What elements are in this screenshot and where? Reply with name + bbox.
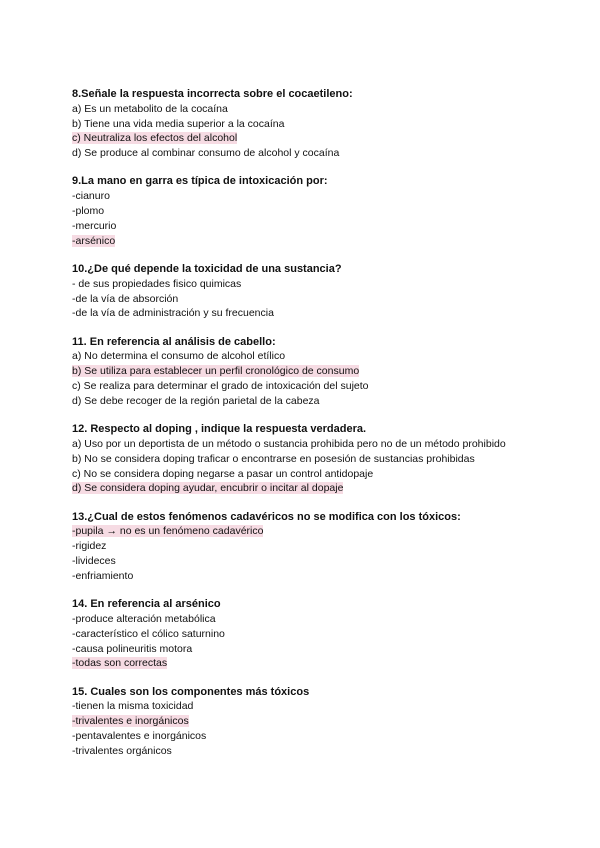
answer-option-text: -causa polineuritis motora	[72, 642, 193, 655]
answer-option-text: b) No se considera doping traficar o encontrarse en posesión de sustancias prohibidas	[72, 452, 475, 465]
answer-option	[72, 744, 562, 759]
question-title: 12. Respecto al doping , indique la respuesta verdadera.	[72, 423, 367, 436]
answer-option-highlighted	[72, 656, 562, 671]
question-block	[72, 87, 562, 161]
answer-option	[72, 219, 562, 234]
answer-option	[72, 117, 562, 132]
answer-option	[72, 627, 562, 642]
answer-option-text: d) Se debe recoger de la región parietal de la cabeza	[72, 394, 320, 407]
answer-option-text: -mercurio	[72, 219, 117, 232]
answer-option-text: b) Tiene una vida media superior a la cocaína	[72, 117, 285, 130]
question-title: 10.¿De qué depende la toxicidad de una sustancia?	[72, 262, 342, 275]
question-block	[72, 685, 562, 759]
answer-option	[72, 379, 562, 394]
answer-option-highlighted	[72, 131, 562, 146]
answer-option	[72, 467, 562, 482]
answer-option-text: d) Se considera doping ayudar, encubrir o incitar al dopaje	[72, 482, 344, 495]
question-title: 11. En referencia al análisis de cabello:	[72, 335, 276, 348]
answer-option-text: -plomo	[72, 205, 105, 218]
question-block	[72, 335, 562, 409]
answer-option	[72, 437, 562, 452]
answer-option-text: -pentavalentes e inorgánicos	[72, 729, 207, 742]
answer-option	[72, 292, 562, 307]
answer-option-text: a) Es un metabolito de la cocaína	[72, 102, 228, 115]
answer-option-text: -trivalentes e inorgánicos	[72, 715, 189, 728]
answer-option-text: -todas son correctas	[72, 657, 168, 670]
answer-option	[72, 349, 562, 364]
answer-option	[72, 277, 562, 292]
answer-option	[72, 306, 562, 321]
answer-option-highlighted	[72, 714, 562, 729]
answer-option	[72, 569, 562, 584]
answer-option-text: - de sus propiedades fisico quimicas	[72, 277, 242, 290]
answer-option-text: -de la vía de absorción	[72, 292, 179, 305]
document-page	[72, 87, 562, 772]
question-block	[72, 174, 562, 248]
answer-option-highlighted	[72, 481, 562, 496]
answer-option-text: a) Uso por un deportista de un método o sustancia prohibida pero no de un método prohibido	[72, 437, 506, 450]
question-block	[72, 510, 562, 584]
answer-option-highlighted	[72, 234, 562, 249]
answer-option	[72, 189, 562, 204]
question-block	[72, 597, 562, 671]
answer-option-text: a) No determina el consumo de alcohol etílico	[72, 350, 286, 363]
question-block	[72, 262, 562, 321]
answer-option-text: -trivalentes orgánicos	[72, 744, 172, 757]
answer-option-text: -livideces	[72, 555, 116, 568]
answer-option	[72, 554, 562, 569]
answer-option	[72, 452, 562, 467]
answer-option	[72, 539, 562, 554]
answer-option	[72, 699, 562, 714]
answer-option-text: -tienen la misma toxicidad	[72, 700, 194, 713]
question-block	[72, 422, 562, 496]
question-title: 9.La mano en garra es típica de intoxicación por:	[72, 175, 328, 188]
answer-option-text: -característico el cólico saturnino	[72, 627, 225, 640]
answer-option-text: -de la vía de administración y su frecuencia	[72, 307, 274, 320]
answer-option	[72, 204, 562, 219]
answer-option	[72, 612, 562, 627]
answer-option	[72, 102, 562, 117]
answer-option	[72, 394, 562, 409]
answer-option-text: c) Se realiza para determinar el grado de intoxicación del sujeto	[72, 380, 369, 393]
answer-option	[72, 642, 562, 657]
answer-option	[72, 729, 562, 744]
answer-option-highlighted	[72, 364, 562, 379]
answer-option-text: d) Se produce al combinar consumo de alcohol y cocaína	[72, 147, 340, 160]
answer-option-text: -pupila → no es un fenómeno cadavérico	[72, 525, 264, 538]
question-title: 15. Cuales son los componentes más tóxicos	[72, 685, 310, 698]
answer-option-text: -arsénico	[72, 234, 116, 247]
question-title: 13.¿Cual de estos fenómenos cadavéricos no se modifica con los tóxicos:	[72, 510, 461, 523]
answer-option-text: -cianuro	[72, 190, 110, 203]
answer-option-text: -rigidez	[72, 540, 107, 553]
answer-option-text: b) Se utiliza para establecer un perfil cronológico de consumo	[72, 365, 360, 378]
answer-option-text: -enfriamiento	[72, 569, 134, 582]
answer-option-text: c) No se considera doping negarse a pasar un control antidopaje	[72, 467, 374, 480]
answer-option	[72, 146, 562, 161]
question-title: 8.Señale la respuesta incorrecta sobre el cocaetileno:	[72, 88, 353, 100]
answer-option-highlighted	[72, 524, 562, 539]
answer-option-text: -produce alteración metabólica	[72, 612, 216, 625]
question-title: 14. En referencia al arsénico	[72, 598, 221, 611]
answer-option-text: c) Neutraliza los efectos del alcohol	[72, 132, 238, 145]
